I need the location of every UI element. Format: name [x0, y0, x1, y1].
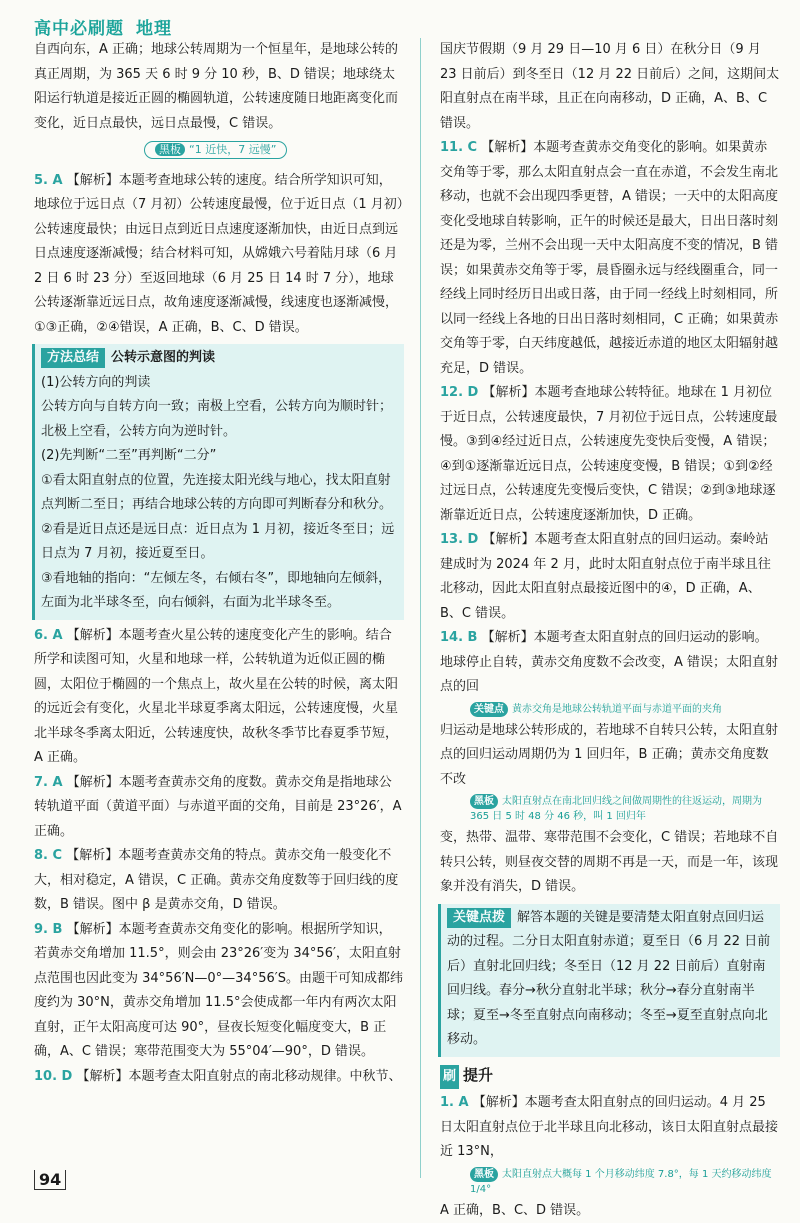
page-header — [34, 14, 172, 39]
answer-10 — [34, 1065, 404, 1090]
method-label: 方法总结 — [41, 348, 105, 368]
method-summary-box — [32, 344, 404, 620]
answer-text: 【解析】本题考查太阳直射点的回归运动的影响。地球停止自转，黄赤交角度数不会改变，A 错误；太阳直射点的回 — [440, 630, 778, 694]
blackboard-note — [470, 794, 780, 824]
note-text: 太阳直射点大概每 1 个月移动纬度 7.8°，每 1 天约移动纬度 1/4° — [470, 1169, 772, 1195]
answer-text: 【解析】本题考查黄赤交角的特点。黄赤交角一般变化不大，相对稳定，A 错误，C 正确。黄赤交角度数等于回归线的度数，B 错误。图中 β 是黄赤交角，D 错误。 — [34, 848, 398, 912]
answer-num: 10. D — [34, 1069, 72, 1084]
answer-5 — [34, 169, 404, 341]
answer-14 — [440, 626, 780, 700]
key-tip-box — [438, 904, 780, 1057]
method-line: 公转方向与自转方向一致；南极上空看，公转方向为顺时针；北极上空看，公转方向为逆时针。 — [41, 395, 400, 444]
answer-num: 1. A — [440, 1095, 469, 1110]
method-line: ①看太阳直射点的位置，先连接太阳光线与地心，找太阳直射点判断二至日；再结合地球公转的方向即可判断春分和秋分。 — [41, 469, 400, 518]
answer-text: 【解析】本题考查火星公转的速度变化产生的影响。结合所学和读图可知，火星和地球一样，公转轨道为近似正圆的椭圆，太阳位于椭圆的一个焦点上，故火星在公转的时候，离太阳的远近会有变化，火星北半球夏季离太阳远，公转速度慢，火星北半球冬季离太阳近，公转速度快，故秋冬季节比春夏季节短，A 正确。 — [34, 628, 398, 766]
answer-num: 11. C — [440, 140, 477, 155]
answer-num: 6. A — [34, 628, 63, 643]
answer-text: 【解析】本题考查黄赤交角变化的影响。如果黄赤交角等于零，那么太阳直射点会一直在赤道，不会发生南北移动，也就不会出现四季更替，A 错误；一天中的太阳高度变化受地球自转影响，正午的时候还是最大，日出日落时刻还是为零，兰州不会出现一天中太阳高度不变的情况，B 错误；如果黄赤交角等于零，晨昏圈永远与经线圈重合，同一经线上同时经历日出或日落，由于同一经线上时刻相同，所以同一经线上各地的日出日落时刻相同，C 正确；如果黄赤交角等于零，白天纬度越低，越接近赤道的地区太阳辐射越充足，D 错误。 — [440, 140, 778, 376]
section-title: 提升 — [463, 1066, 493, 1084]
answer-7 — [34, 771, 404, 845]
note-pill-text: “1 近快，7 远慢” — [189, 143, 276, 156]
answer-num: 7. A — [34, 775, 63, 790]
note-text: 黄赤交角是地球公转轨道平面与赤道平面的夹角 — [512, 704, 722, 715]
answer-text: 【解析】本题考查黄赤交角变化的影响。根据所学知识，若黄赤交角增加 11.5°，则会由 23°26′变为 34°56′，太阳直射点范围也因此变为 34°56′N—0°—34°56′S。由题干可知成都纬度约为 30°N，黄赤交角增加 11.5°会使成都一年内有两次太阳直射，正午太阳高度可达 90°，昼夜长短变化幅度变大，B 正确，A、C 错误；寒带范围变大为 55°04′—90°，D 错误。 — [34, 922, 403, 1060]
left-column — [34, 38, 404, 1089]
answer-12 — [440, 381, 780, 528]
key-tip-label: 关键点拨 — [447, 908, 511, 928]
answer-text: 【解析】本题考查太阳直射点的回归运动。4 月 25 日太阳直射点位于北半球且向北移动，该日太阳直射点最接近 13°N， — [440, 1095, 778, 1159]
method-line: ③看地轴的指向：“左倾左冬，右倾右冬”，即地轴向左倾斜，左面为北半球冬至，向右倾斜，右面为北半球冬至。 — [41, 567, 400, 616]
answer-num: 12. D — [440, 385, 478, 400]
page-number: 94 — [34, 1170, 66, 1190]
answer-text: 【解析】本题考查太阳直射点的回归运动。秦岭站建成时为 2024 年 2 月，此时太阳直射点位于南半球且往北移动，因此太阳直射点最接近图中的④，D 正确，A、B、C 错误。 — [440, 532, 771, 621]
blackboard-icon: 黑板 — [155, 143, 185, 156]
blackboard-note — [470, 1167, 780, 1197]
right-column — [440, 38, 780, 1223]
improve-answer-1 — [440, 1091, 780, 1165]
column-divider — [420, 38, 421, 1178]
answer-num: 8. C — [34, 848, 62, 863]
book-title: 高中必刷题 — [34, 19, 124, 39]
method-line: (1)公转方向的判读 — [41, 371, 400, 396]
note-pill — [144, 141, 287, 159]
answer-10-cont: 国庆节假期（9 月 29 日—10 月 6 日）在秋分日（9 月 23 日前后）到冬至日（12 月 22 日前后）之间，这期间太阳直射点在南半球，且正在向南移动，D 正确，A、B、C 错误。 — [440, 38, 780, 136]
answer-num: 13. D — [440, 532, 478, 547]
answer-num: 9. B — [34, 922, 62, 937]
answer-8 — [34, 844, 404, 918]
method-title: 公转示意图的判读 — [111, 350, 215, 365]
answer-6 — [34, 624, 404, 771]
section-heading — [440, 1063, 780, 1090]
blackboard-icon: 黑板 — [470, 1167, 498, 1182]
answer-11 — [440, 136, 780, 381]
key-tip-text: 解答本题的关键是要清楚太阳直射点回归运动的过程。二分日太阳直射赤道；夏至日（6 月 22 日前后）直射北回归线；冬至日（12 月 22 日前后）直射南回归线。春分→秋分直射北半球；秋分→春分直射南半球；夏至→冬至直射点向南移动；冬至→夏至直射点向北移动。 — [447, 910, 770, 1048]
answer-14-end: 变，热带、温带、寒带范围不会变化，C 错误；若地球不自转只公转，则昼夜交替的周期不再是一天，而是一年，该现象并没有消失，D 错误。 — [440, 826, 780, 900]
answer-num: 5. A — [34, 173, 63, 188]
answer-14-cont: 归运动是地球公转形成的，若地球不自转只公转，太阳直射点的回归运动周期仍为 1 回归年，B 正确；黄赤交角度数不改 — [440, 719, 780, 793]
answer-text: 【解析】本题考查太阳直射点的南北移动规律。中秋节、 — [77, 1069, 402, 1084]
blackboard-icon: 黑板 — [470, 794, 498, 809]
answer-num: 14. B — [440, 630, 477, 645]
answer-text: 【解析】本题考查地球公转特征。地球在 1 月初位于近日点，公转速度最快，7 月初位于远日点，公转速度最慢。③到④经过近日点，公转速度先变快后变慢，A 错误；④到①逐渐靠近远日点，公转速度变慢，B 错误；①到②经过远日点，公转速度先变慢后变快，C 错误；②到③地球逐渐靠近近日点，公转速度逐渐加快，D 正确。 — [440, 385, 777, 523]
note-text: 太阳直射点在南北回归线之间做周期性的往返运动，周期为 365 日 5 时 48 分 46 秒，叫 1 回归年 — [470, 796, 762, 822]
answer-13 — [440, 528, 780, 626]
keypoint-icon: 关键点 — [470, 702, 508, 717]
keypoint-note — [470, 702, 780, 717]
answer-9 — [34, 918, 404, 1065]
answer-text: 【解析】本题考查地球公转的速度。结合所学知识可知，地球位于远日点（7 月初）公转速度最慢，位于近日点（1 月初）公转速度最快；由远日点到近日点速度逐渐加快，由近日点到远日点速度逐渐减慢；结合材料可知，从嫦娥六号着陆月球（6 月 2 日 6 时 23 分）至返回地球（6 月 25 日 14 时 7 分），地球公转逐渐靠近远日点，故角速度逐渐减慢，线速度也逐渐减慢，①③正确，②④错误，A 正确，B、C、D 错误。 — [34, 173, 403, 335]
method-line: ②看是近日点还是远日点：近日点为 1 月初，接近冬至日；远日点为 7 月初，接近夏至日。 — [41, 518, 400, 567]
book-subject: 地理 — [136, 19, 172, 39]
intro-text: 自西向东，A 正确；地球公转周期为一个恒星年，是地球公转的真正周期，为 365 天 6 时 9 分 10 秒，B、D 错误；地球绕太阳运行轨道是接近正圆的椭圆轨道，公转速度随日地距离变化而变化，近日点最快，远日点最慢，C 错误。 — [34, 38, 404, 136]
improve-answer-1-end: A 正确，B、C、D 错误。 — [440, 1199, 780, 1223]
section-mark-icon: 刷 — [440, 1065, 459, 1090]
method-line: (2)先判断“二至”再判断“二分” — [41, 444, 400, 469]
answer-text: 【解析】本题考查黄赤交角的度数。黄赤交角是指地球公转轨道平面（黄道平面）与赤道平面的交角，目前是 23°26′，A 正确。 — [34, 775, 402, 839]
